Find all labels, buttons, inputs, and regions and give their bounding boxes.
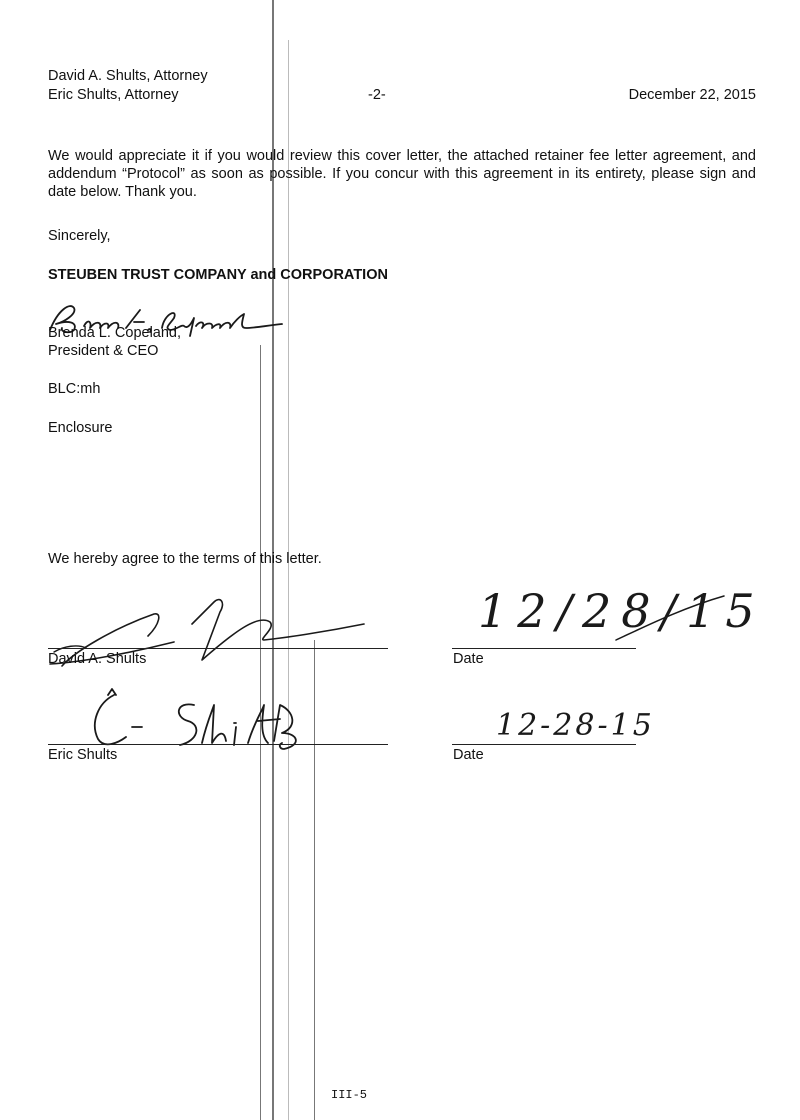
closing: Sincerely, (48, 228, 111, 244)
company-name: STEUBEN TRUST COMPANY and CORPORATION (48, 267, 388, 283)
handwritten-date-1: 12/28/15 (478, 584, 765, 638)
enclosure-note: Enclosure (48, 420, 113, 436)
date-line-1 (452, 648, 636, 649)
eric-shults-signature (84, 683, 324, 753)
signatory-2-label: Eric Shults (48, 747, 118, 763)
agreement-statement: We hereby agree to the terms of this letter. (48, 551, 322, 567)
handwritten-date-2: 12-28-15 (496, 708, 655, 743)
recipient-line-1: David A. Shults, Attorney (48, 68, 208, 84)
signature-line-1 (48, 648, 388, 649)
signatory-1-label: David A. Shults (48, 651, 147, 667)
letter-date: December 22, 2015 (628, 87, 756, 103)
page-code: III-5 (331, 1088, 368, 1102)
page-number: -2- (368, 87, 386, 103)
date-label-2: Date (453, 747, 484, 763)
date-line-2 (452, 744, 636, 745)
reference-initials: BLC:mh (48, 381, 101, 397)
date-label-1: Date (453, 651, 484, 667)
scan-artifact-line (288, 40, 289, 1120)
body-paragraph: We would appreciate it if you would review this cover letter, the attached retainer fee letter agreement, and addendum “Protocol” as soon as possible. If you concur with this agreement in its entirety, please sign and date below. Thank you. (48, 148, 756, 200)
signature-line-2 (48, 744, 388, 745)
recipient-line-2: Eric Shults, Attorney (48, 87, 179, 103)
date-1-flourish (612, 588, 732, 648)
signer-title: President & CEO (48, 343, 159, 359)
signer-name: Brenda L. Copeland, (48, 325, 182, 341)
